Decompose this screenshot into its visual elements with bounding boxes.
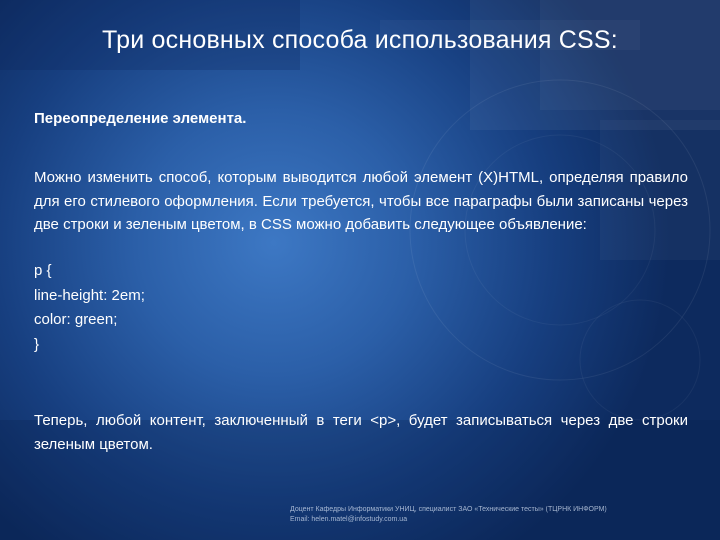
slide-footer: [290, 505, 700, 525]
footer-email-line: Email: helen.matel@infostudy.com.ua: [290, 516, 408, 523]
section-heading: Переопределение элемента.: [34, 110, 247, 127]
code-line: p {: [34, 262, 52, 279]
body-paragraph-1: Можно изменить способ, которым выводится любой элемент (X)HTML, определяя правило для его стилевого оформления. Если требуется, чтобы все параграфы были записаны через две строки и зеленым цветом, в CSS можно добавить следующее объявление:: [34, 169, 688, 233]
code-line: }: [34, 335, 40, 353]
slide-title: Три основных способа использования CSS:: [102, 26, 618, 54]
code-line: line-height: 2em;: [34, 286, 145, 304]
body-paragraph-2: Теперь, любой контент, заключенный в теги <p>, будет записываться через две строки зеленым цветом.: [34, 412, 688, 453]
footer-author-line: Доцент Кафедры Информатики УНИЦ, специалист ЗАО «Технические тесты» (ТЦРНК ИНФОРМ): [290, 506, 607, 513]
code-line: color: green;: [34, 311, 118, 328]
code-example: [34, 259, 145, 357]
